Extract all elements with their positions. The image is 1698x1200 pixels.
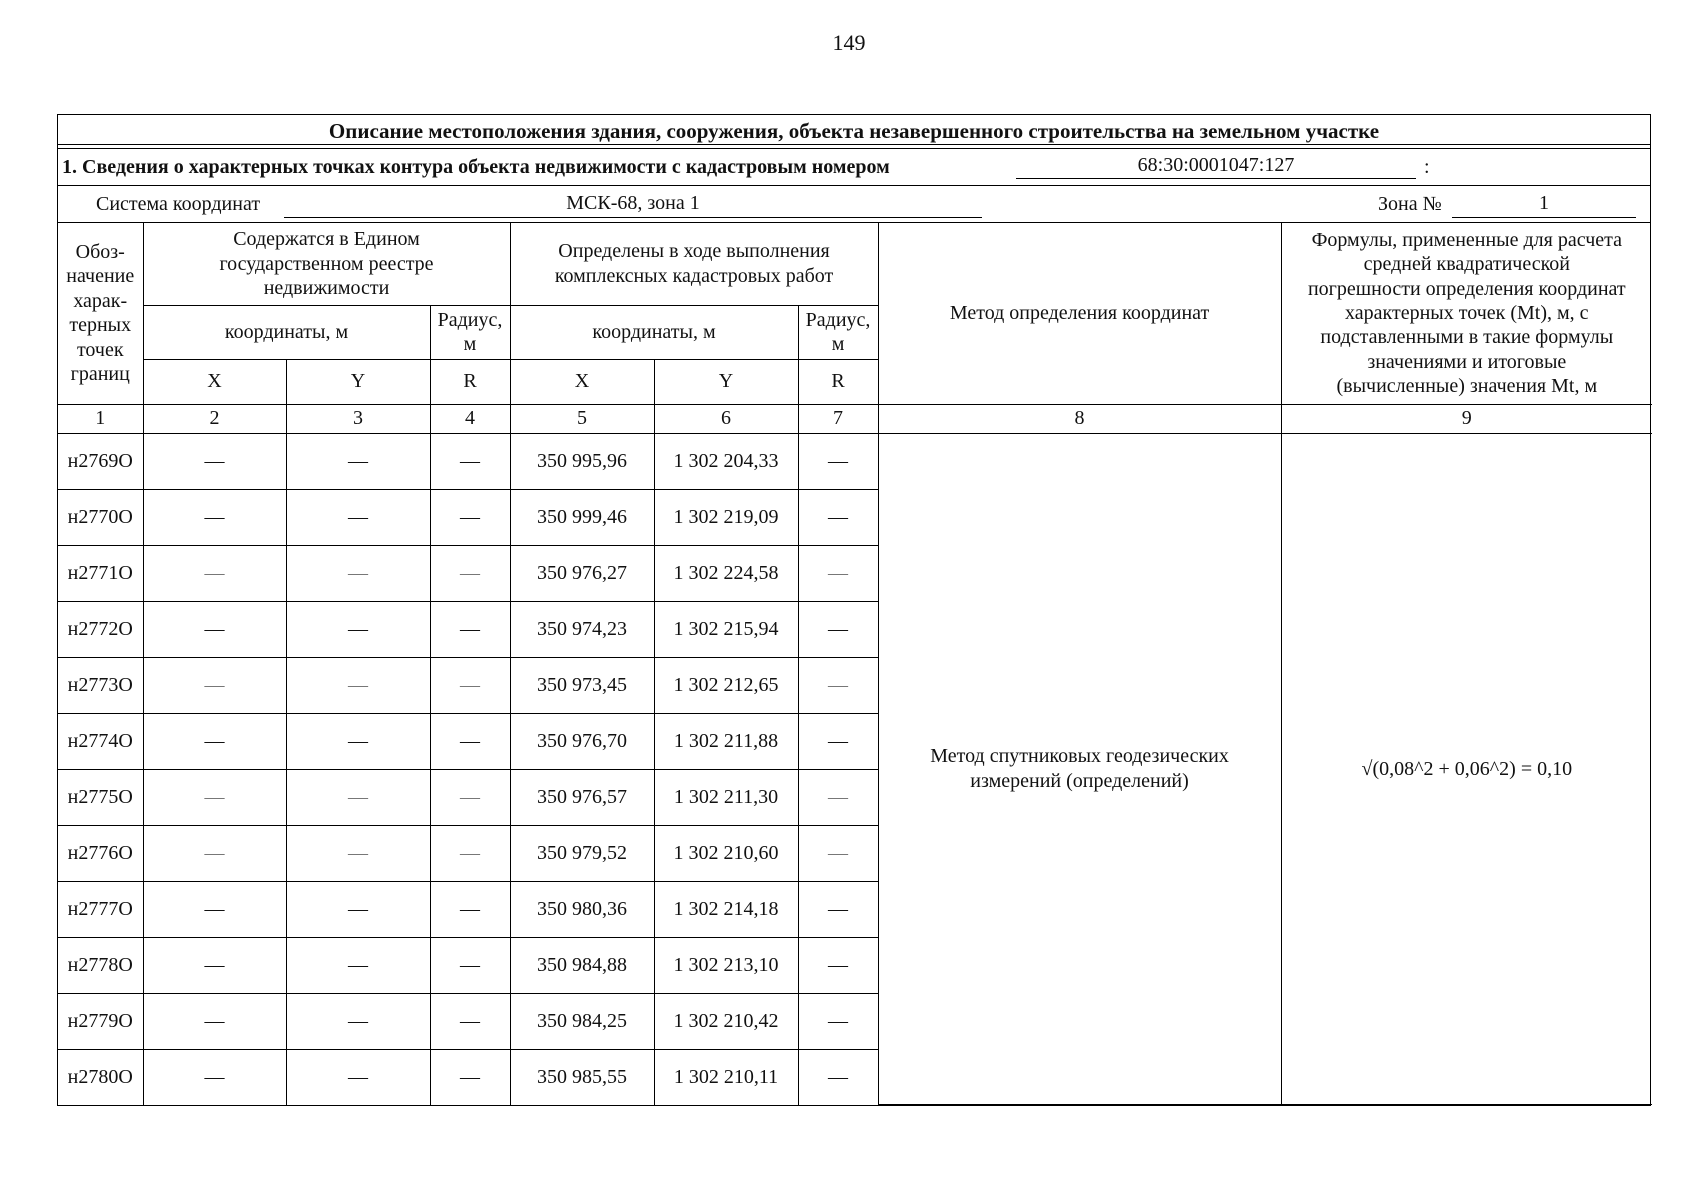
- point-name: н2773О: [58, 657, 143, 713]
- egrn-x-dash: —: [143, 601, 286, 657]
- kkr-x-value: 350 984,88: [510, 937, 654, 993]
- egrn-y-dash: —: [286, 993, 430, 1049]
- egrn-r-dash: —: [430, 1049, 510, 1105]
- section-label: 1. Сведения о характерных точках контура объекта недвижимости с кадастровым номером: [62, 156, 890, 178]
- kkr-r-dash: —: [798, 433, 878, 489]
- egrn-r-dash: —: [430, 489, 510, 545]
- page-number: 149: [832, 30, 866, 55]
- egrn-r-dash: —: [430, 881, 510, 937]
- egrn-y-dash: —: [286, 937, 430, 993]
- egrn-x-dash: —: [143, 545, 286, 601]
- kkr-r-dash: —: [798, 1049, 878, 1105]
- kkr-r-dash: —: [798, 713, 878, 769]
- egrn-r-dash: —: [430, 713, 510, 769]
- egrn-y-dash: —: [286, 713, 430, 769]
- egrn-y-dash: —: [286, 657, 430, 713]
- egrn-x-dash: —: [143, 433, 286, 489]
- kkr-y-value: 1 302 212,65: [654, 657, 798, 713]
- col-number: 9: [1281, 404, 1652, 433]
- kkr-r-dash: —: [798, 937, 878, 993]
- egrn-r-dash: —: [430, 993, 510, 1049]
- kkr-r-dash: —: [798, 545, 878, 601]
- egrn-x-dash: —: [143, 825, 286, 881]
- kkr-r-dash: —: [798, 657, 878, 713]
- kkr-y-value: 1 302 204,33: [654, 433, 798, 489]
- kkr-x-value: 350 976,27: [510, 545, 654, 601]
- egrn-r-dash: —: [430, 545, 510, 601]
- coord-system-value: МСК-68, зона 1: [284, 191, 982, 218]
- kkr-y-value: 1 302 214,18: [654, 881, 798, 937]
- coordinate-system-row: [58, 186, 1650, 223]
- kkr-r-dash: —: [798, 881, 878, 937]
- kkr-x-value: 350 995,96: [510, 433, 654, 489]
- header-formula: Формулы, примененные для расчета средней квадратической погрешности определения координат характерных точек (Mt), м, с подставленными в такие формулы значениями и итоговые (вычисленные) значения Mt, м: [1281, 223, 1652, 404]
- egrn-x-dash: —: [143, 881, 286, 937]
- kkr-x-value: 350 974,23: [510, 601, 654, 657]
- egrn-x-dash: —: [143, 657, 286, 713]
- point-name: н2770О: [58, 489, 143, 545]
- kkr-x-value: 350 980,36: [510, 881, 654, 937]
- egrn-r-dash: —: [430, 825, 510, 881]
- header-egrn-x: X: [143, 359, 286, 404]
- egrn-y-dash: —: [286, 433, 430, 489]
- point-name: н2778О: [58, 937, 143, 993]
- kkr-x-value: 350 985,55: [510, 1049, 654, 1105]
- egrn-y-dash: —: [286, 489, 430, 545]
- egrn-y-dash: —: [286, 769, 430, 825]
- header-point-designation: Обоз- начение харак- терных точек границ: [58, 223, 143, 404]
- zone-value: 1: [1452, 191, 1636, 218]
- location-description-sheet: [57, 114, 1651, 1106]
- col-number: 1: [58, 404, 143, 433]
- header-kkr-y: Y: [654, 359, 798, 404]
- point-name: н2777О: [58, 881, 143, 937]
- kkr-y-value: 1 302 213,10: [654, 937, 798, 993]
- kkr-y-value: 1 302 219,09: [654, 489, 798, 545]
- egrn-y-dash: —: [286, 825, 430, 881]
- point-name: н2771О: [58, 545, 143, 601]
- kkr-y-value: 1 302 215,94: [654, 601, 798, 657]
- egrn-r-dash: —: [430, 769, 510, 825]
- kkr-x-value: 350 976,57: [510, 769, 654, 825]
- kkr-y-value: 1 302 211,30: [654, 769, 798, 825]
- col-number: 3: [286, 404, 430, 433]
- col-number: 5: [510, 404, 654, 433]
- kkr-r-dash: —: [798, 993, 878, 1049]
- kkr-x-value: 350 973,45: [510, 657, 654, 713]
- header-kkr-x: X: [510, 359, 654, 404]
- kkr-x-value: 350 984,25: [510, 993, 654, 1049]
- col-number: 7: [798, 404, 878, 433]
- egrn-x-dash: —: [143, 993, 286, 1049]
- egrn-r-dash: —: [430, 433, 510, 489]
- header-egrn-y: Y: [286, 359, 430, 404]
- kkr-y-value: 1 302 210,60: [654, 825, 798, 881]
- col-number: 2: [143, 404, 286, 433]
- formula-value: √(0,08^2 + 0,06^2) = 0,10: [1281, 433, 1652, 1105]
- egrn-x-dash: —: [143, 489, 286, 545]
- points-table-body: [58, 433, 1652, 1105]
- kkr-r-dash: —: [798, 825, 878, 881]
- cadastral-number: 68:30:0001047:127: [1016, 154, 1416, 179]
- header-egrn-r: R: [430, 359, 510, 404]
- egrn-x-dash: —: [143, 769, 286, 825]
- egrn-y-dash: —: [286, 601, 430, 657]
- egrn-x-dash: —: [143, 937, 286, 993]
- header-method: Метод определения координат: [878, 223, 1281, 404]
- egrn-y-dash: —: [286, 545, 430, 601]
- document-title: Описание местоположения здания, сооружения, объекта незавершенного строительства на земельном участке: [58, 115, 1650, 149]
- egrn-x-dash: —: [143, 1049, 286, 1105]
- kkr-r-dash: —: [798, 769, 878, 825]
- header-kkr-r: R: [798, 359, 878, 404]
- col-number: 4: [430, 404, 510, 433]
- kkr-x-value: 350 999,46: [510, 489, 654, 545]
- section-header: [58, 149, 1650, 186]
- egrn-x-dash: —: [143, 713, 286, 769]
- point-name: н2779О: [58, 993, 143, 1049]
- col-number: 8: [878, 404, 1281, 433]
- points-table: [58, 223, 1652, 1105]
- header-kkr-radius: Радиус, м: [798, 305, 878, 359]
- kkr-y-value: 1 302 211,88: [654, 713, 798, 769]
- kkr-y-value: 1 302 224,58: [654, 545, 798, 601]
- kkr-r-dash: —: [798, 489, 878, 545]
- zone-label: Зона №: [1378, 193, 1442, 215]
- kkr-y-value: 1 302 210,11: [654, 1049, 798, 1105]
- header-egrn-group: Содержатся в Едином государственном реестре недвижимости: [143, 223, 510, 305]
- header-egrn-coords: координаты, м: [143, 305, 430, 359]
- method-value: Метод спутниковых геодезических измерений (определений): [878, 433, 1281, 1105]
- kkr-r-dash: —: [798, 601, 878, 657]
- kkr-x-value: 350 976,70: [510, 713, 654, 769]
- point-name: н2774О: [58, 713, 143, 769]
- kkr-y-value: 1 302 210,42: [654, 993, 798, 1049]
- egrn-r-dash: —: [430, 601, 510, 657]
- point-name: н2769О: [58, 433, 143, 489]
- header-egrn-radius: Радиус, м: [430, 305, 510, 359]
- point-name: н2775О: [58, 769, 143, 825]
- point-name: н2780О: [58, 1049, 143, 1105]
- col-number: 6: [654, 404, 798, 433]
- egrn-y-dash: —: [286, 881, 430, 937]
- egrn-r-dash: —: [430, 937, 510, 993]
- section-colon: :: [1424, 156, 1430, 178]
- table-row: [58, 433, 1652, 489]
- header-kkr-coords: координаты, м: [510, 305, 798, 359]
- header-kkr-group: Определены в ходе выполнения комплексных кадастровых работ: [510, 223, 878, 305]
- point-name: н2776О: [58, 825, 143, 881]
- point-name: н2772О: [58, 601, 143, 657]
- coord-system-label: Система координат: [96, 193, 261, 215]
- kkr-x-value: 350 979,52: [510, 825, 654, 881]
- egrn-y-dash: —: [286, 1049, 430, 1105]
- egrn-r-dash: —: [430, 657, 510, 713]
